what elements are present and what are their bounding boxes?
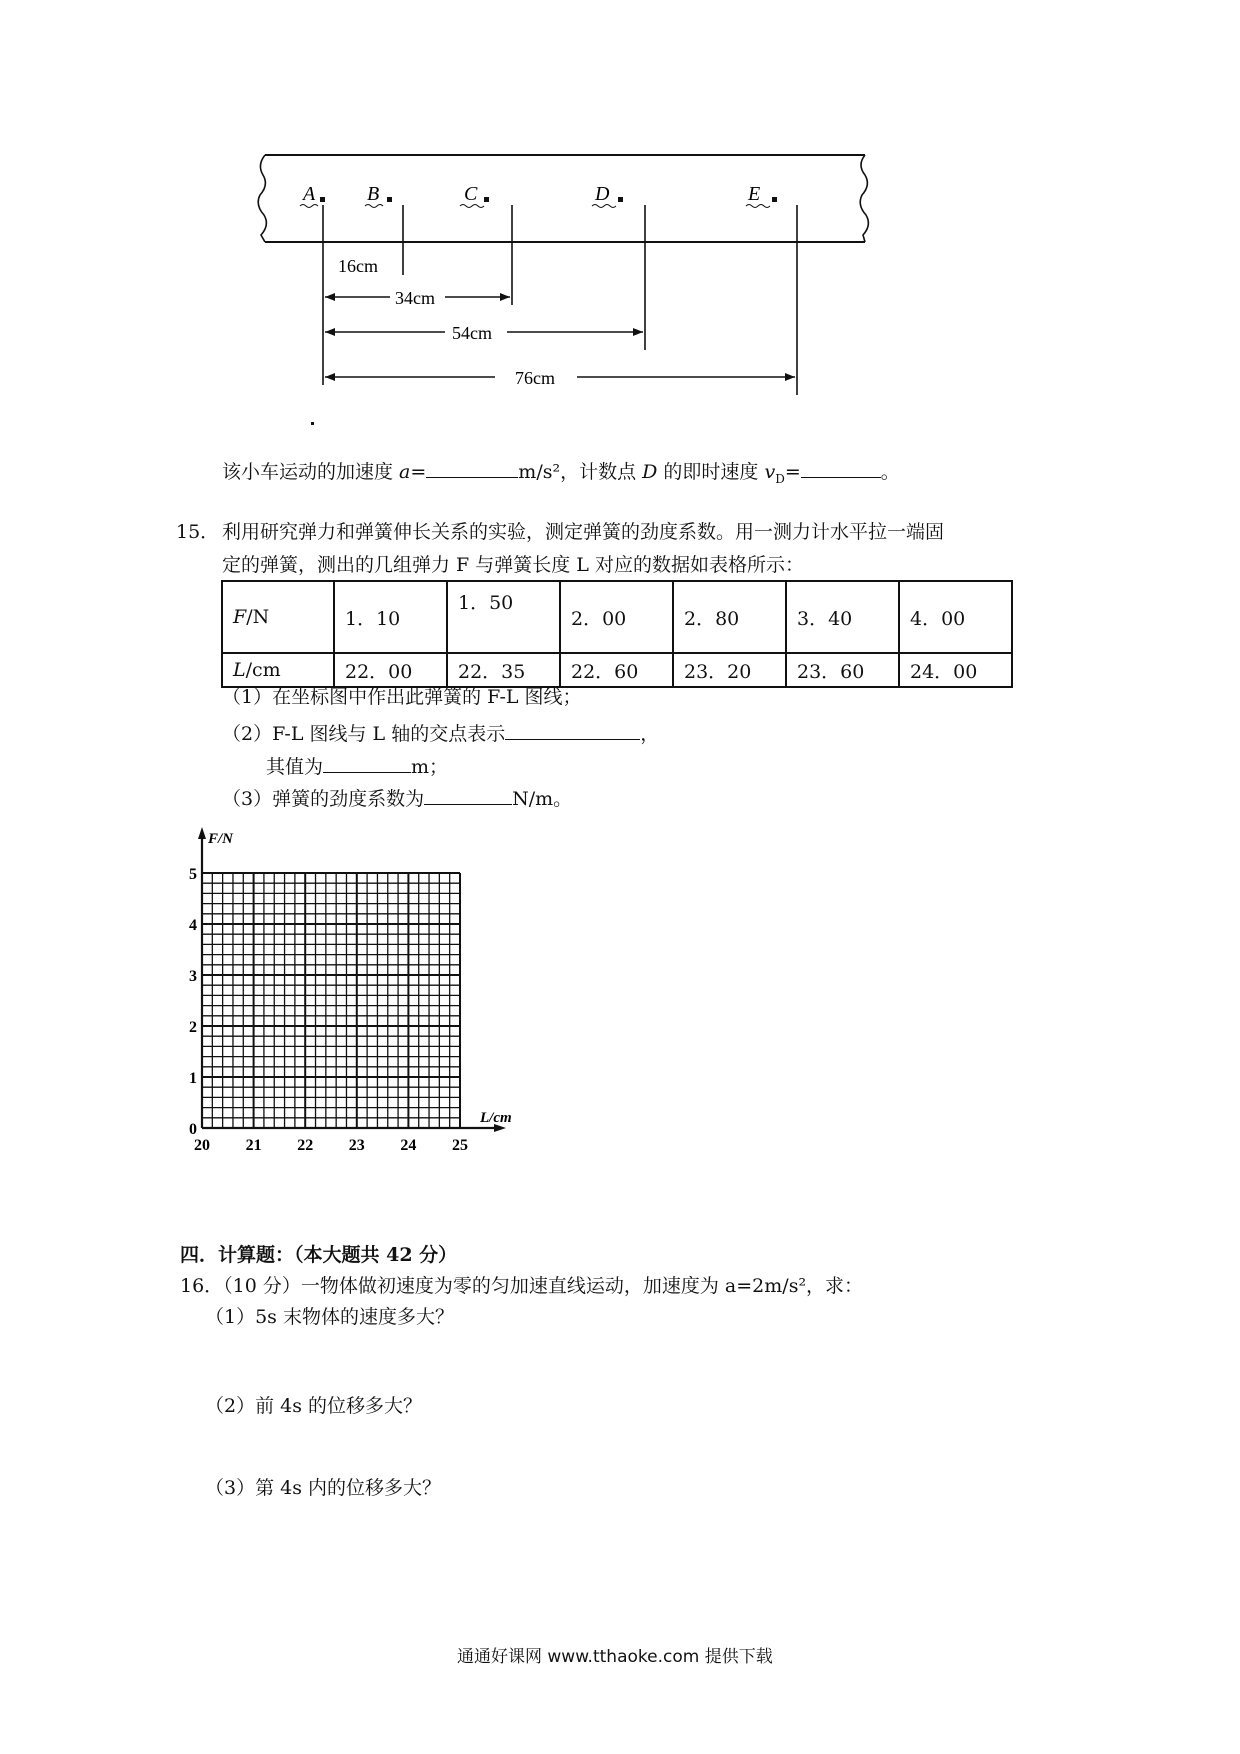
intersection-meaning-blank[interactable] [505,721,640,740]
distance-label-ae: 76cm [515,368,555,388]
table-cell: 1．50 [447,581,560,653]
table-cell: 22．35 [447,653,560,687]
y-axis-label: F/N [208,831,234,847]
y-tick-label: 1 [189,1070,197,1087]
svg-text:E: E [748,183,761,205]
tape-point-a [300,183,325,208]
y-tick-label: 3 [189,968,197,985]
table-cell: 22．00 [334,653,447,687]
table-cell: 22．60 [560,653,673,687]
data-table [221,580,1013,688]
table-cell: 4．00 [899,581,1012,653]
x-tick-label: 24 [400,1137,417,1154]
q15-line2: 定的弹簧，测出的几组弹力 F 与弹簧长度 L 对应的数据如表格所示： [222,554,804,576]
paper-tape-diagram [255,150,885,430]
q15-sub2b: 其值为 m； [266,756,449,778]
x-tick-label: 25 [452,1137,468,1154]
q15-line1: 利用研究弹力和弹簧伸长关系的实验，测定弹簧的劲度系数。用一测力计水平拉一端固 [222,521,945,543]
table-cell: 2．00 [560,581,673,653]
table-cell: 23．20 [673,653,786,687]
q15-sub2a: （2）F-L 图线与 L 轴的交点表示 ， [222,723,660,745]
tape-point-b [365,183,392,208]
x-axis-label: L/cm [480,1110,512,1126]
x-tick-label: 23 [348,1137,365,1154]
table-cell: 2．80 [673,581,786,653]
table-cell: 3．40 [786,581,899,653]
section-4-heading: 四．计算题：（本大题共 42 分） [180,1244,458,1266]
svg-text:C: C [464,183,478,205]
table-header-force: F/N [222,581,334,653]
svg-text:D: D [595,183,610,205]
q16-stem: 16．（10 分）一物体做初速度为零的匀加速直线运动，加速度为 a=2m/s²，求： [180,1275,864,1297]
intersection-value-blank[interactable] [323,754,411,773]
tape-point-c [460,183,489,208]
tape-point-e [746,183,777,208]
f-l-grid-chart [180,820,540,1165]
y-tick-label: 5 [189,866,197,883]
acceleration-blank[interactable] [426,459,518,478]
q16-part3: （3）第 4s 内的位移多大？ [205,1477,442,1499]
q15-sub1: （1）在坐标图中作出此弹簧的 F-L 图线； [222,686,582,708]
svg-text:B: B [367,183,380,205]
velocity-d-blank[interactable] [801,459,881,478]
y-tick-label: 4 [189,917,197,934]
distance-label-ad: 54cm [452,323,492,343]
spring-constant-blank[interactable] [424,786,512,805]
q15-number: 15． [176,521,220,543]
x-tick-label: 21 [245,1137,262,1154]
tape-point-d [592,183,623,208]
distance-label-ac: 34cm [395,288,435,308]
y-axis-arrow [198,827,206,839]
page-footer: 通通好课网 www.tthaoke.com 提供下载 [457,1647,773,1667]
table-header-length: L/cm [222,653,334,687]
table-cell: 23．60 [786,653,899,687]
q16-part1: （1）5s 末物体的速度多大？ [205,1306,454,1328]
svg-text:A: A [303,183,316,205]
y-tick-label: 2 [189,1019,197,1036]
table-cell: 24．00 [899,653,1012,687]
x-tick-label: 22 [297,1137,314,1154]
distance-label-ab: 16cm [338,256,378,276]
q14-answer-line: 该小车运动的加速度 a= m/s²，计数点 D 的即时速度 $v_D=$ 。 [222,461,900,486]
y-tick-label: 0 [189,1121,197,1138]
q16-part2: （2）前 4s 的位移多大？ [205,1395,423,1417]
x-tick-label: 20 [194,1137,210,1154]
q15-sub3: （3）弹簧的劲度系数为 N/m。 [222,788,573,810]
table-cell: 1．10 [334,581,447,653]
